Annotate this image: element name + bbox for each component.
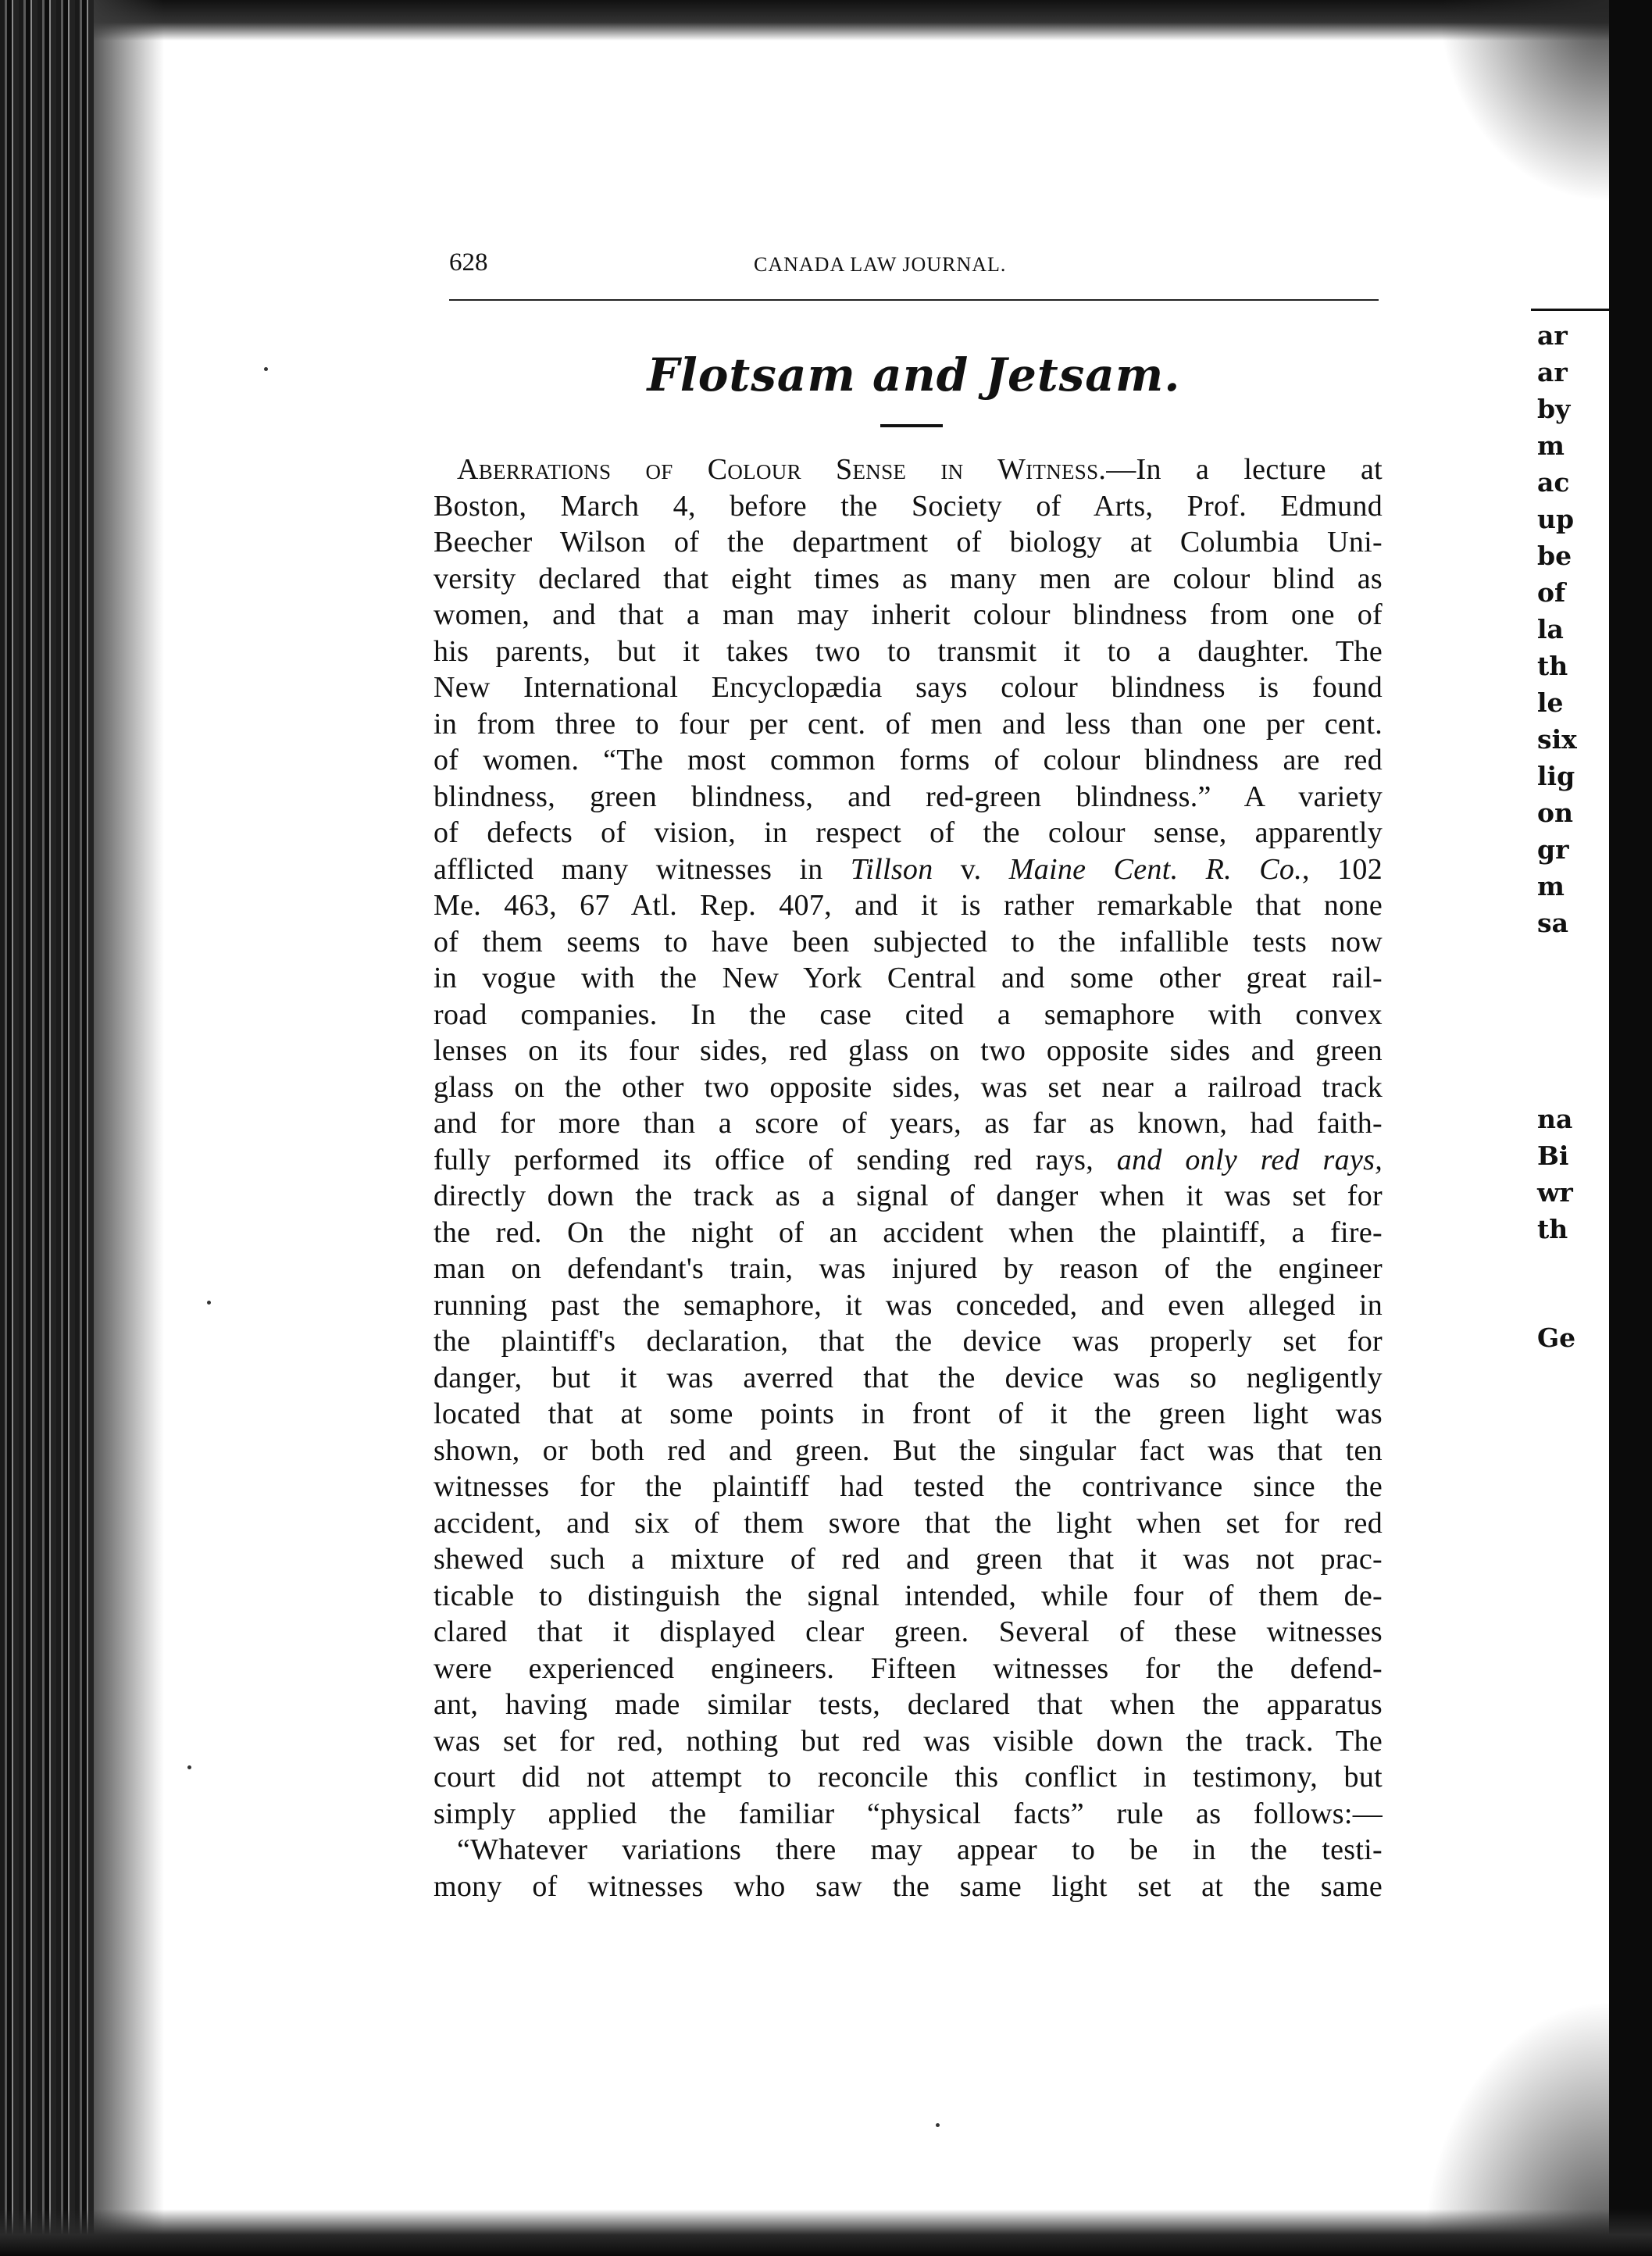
adjacent-page-fragment: le	[1537, 687, 1564, 718]
scan-speck	[264, 367, 268, 371]
adjacent-page-fragment: m	[1537, 430, 1565, 461]
article-body	[434, 452, 1383, 1904]
case-line-before: afflicted many witnesses in	[434, 852, 851, 886]
scan-top-edge	[0, 0, 1652, 41]
article-line: man on defendant's train, was injured by reason of the engineer	[434, 1252, 1383, 1285]
case-citation-line	[434, 851, 1383, 888]
title-rule	[880, 424, 943, 427]
article-line: court did not attempt to reconcile this conflict in testimony, but	[434, 1761, 1383, 1794]
adjacent-page-fragment: of	[1537, 577, 1566, 608]
article-line: blindness, green blindness, and red-green blindness.” A variety	[434, 780, 1383, 813]
scan-speck	[187, 1765, 191, 1769]
spine-fade	[94, 0, 164, 2256]
article-line: shewed such a mixture of red and green that it was not prac-	[434, 1543, 1383, 1576]
article-line: clared that it displayed clear green. Several of these witnesses	[434, 1615, 1383, 1648]
article-line: was set for red, nothing but red was visible down the track. The	[434, 1724, 1383, 1758]
article-line: Beecher Wilson of the department of biology at Columbia Uni-	[434, 526, 1383, 559]
quote-line: “Whatever variations there may appear to be in the testi-	[457, 1833, 1383, 1866]
article-line: of them seems to have been subjected to the infallible tests now	[434, 925, 1383, 958]
adjacent-page-rule	[1531, 309, 1609, 311]
article-line: road companies. In the case cited a semaphore with convex	[434, 998, 1383, 1031]
adjacent-page-fragment: ar	[1537, 320, 1568, 351]
adjacent-page-fragment: m	[1537, 871, 1565, 901]
article-line: versity declared that eight times as many men are colour blind as	[434, 562, 1383, 595]
adjacent-page-fragment: ac	[1537, 467, 1570, 498]
article-line: and for more than a score of years, as far as known, had faith-	[434, 1107, 1383, 1140]
adjacent-page-fragment: th	[1537, 651, 1568, 681]
adjacent-page-fragment: wr	[1537, 1177, 1573, 1208]
article-line: were experienced engineers. Fifteen witnesses for the defend-	[434, 1651, 1383, 1685]
article-line: simply applied the familiar “physical facts” rule as follows:—	[434, 1797, 1383, 1830]
scan-right-edge	[1609, 0, 1652, 2256]
article-line: accident, and six of them swore that the light when set for red	[434, 1506, 1383, 1540]
article-line: the red. On the night of an accident when the plaintiff, a fire-	[434, 1215, 1383, 1249]
emphasis-line-before: fully performed its office of sending red rays,	[434, 1143, 1117, 1176]
article-line: of defects of vision, in respect of the colour sense, apparently	[434, 816, 1383, 849]
article-line: in vogue with the New York Central and some other great rail-	[434, 962, 1383, 994]
scan-speck	[936, 2123, 940, 2127]
article-line: danger, but it was averred that the device was so negligently	[434, 1361, 1383, 1394]
scan-speckle-top-right	[1437, 0, 1609, 203]
article-line: ticable to distinguish the signal intended, while four of them de-	[434, 1579, 1383, 1612]
case-line-after: , 102	[1302, 852, 1383, 886]
article-line: located that at some points in front of it the green light was	[434, 1398, 1383, 1430]
article-line: New International Encyclopædia says colour blindness is found	[434, 671, 1383, 704]
emphasis-line	[434, 1142, 1383, 1179]
adjacent-page-fragment: on	[1537, 798, 1574, 828]
adjacent-page-fragment: by	[1537, 394, 1571, 424]
adjacent-page-fragment: gr	[1537, 834, 1569, 865]
book-spine-shadow	[0, 0, 94, 2256]
adjacent-page-sliver	[1531, 309, 1609, 1402]
article-line: his parents, but it takes two to transmit it to a daughter. The	[434, 634, 1383, 668]
article-line: witnesses for the plaintiff had tested the contrivance since the	[434, 1470, 1383, 1503]
scan-speck	[207, 1301, 211, 1305]
adjacent-page-fragment: lig	[1537, 761, 1575, 791]
case-party: Maine Cent. R. Co.	[1008, 852, 1303, 886]
section-title: Flotsam and Jetsam.	[647, 348, 1181, 402]
adjacent-page-fragment: la	[1537, 614, 1564, 644]
running-head: CANADA LAW JOURNAL.	[754, 253, 1007, 276]
article-line: lenses on its four sides, red glass on two opposite sides and green	[434, 1034, 1383, 1067]
adjacent-page-fragment: ar	[1537, 357, 1568, 387]
article-line	[434, 452, 1383, 488]
scan-bottom-edge	[0, 2209, 1652, 2256]
article-line: Boston, March 4, before the Society of Arts, Prof. Edmund	[434, 489, 1383, 523]
adjacent-page-fragment: up	[1537, 504, 1575, 534]
case-name: Tillson	[850, 852, 933, 886]
article-line-text: —In a lecture at	[1106, 453, 1383, 486]
article-line: ant, having made similar tests, declared that when the apparatus	[434, 1688, 1383, 1721]
case-versus: v.	[933, 852, 1009, 886]
adjacent-page-fragment: sa	[1537, 908, 1568, 938]
adjacent-page-fragment: th	[1537, 1214, 1568, 1244]
article-line: women, and that a man may inherit colour blindness from one of	[434, 598, 1383, 631]
article-line: running past the semaphore, it was conceded, and even alleged in	[434, 1288, 1383, 1322]
header-rule	[449, 299, 1379, 301]
adjacent-page-fragment: na	[1537, 1104, 1573, 1134]
emphasis-text: and only red rays,	[1116, 1143, 1383, 1176]
page-header	[449, 248, 1379, 287]
article-line: of women. “The most common forms of colour blindness are red	[434, 744, 1383, 776]
article-line: shown, or both red and green. But the singular fact was that ten	[434, 1433, 1383, 1467]
quote-line: mony of witnesses who saw the same light set at the same	[434, 1869, 1383, 1903]
article-line: the plaintiff's declaration, that the device was properly set for	[434, 1325, 1383, 1358]
article-heading: Aberrations of Colour Sense in Witness.	[457, 453, 1107, 486]
adjacent-page-fragment: Ge	[1537, 1323, 1576, 1353]
adjacent-page-fragment: six	[1537, 724, 1577, 755]
adjacent-page-fragment: Bi	[1537, 1140, 1569, 1171]
article-line: glass on the other two opposite sides, was set near a railroad track	[434, 1070, 1383, 1104]
page-number: 628	[449, 248, 488, 277]
article-line: directly down the track as a signal of danger when it was set for	[434, 1180, 1383, 1212]
article-line: in from three to four per cent. of men and less than one per cent.	[434, 707, 1383, 741]
adjacent-page-fragment: be	[1537, 541, 1572, 571]
article-line: Me. 463, 67 Atl. Rep. 407, and it is rather remarkable that none	[434, 889, 1383, 922]
